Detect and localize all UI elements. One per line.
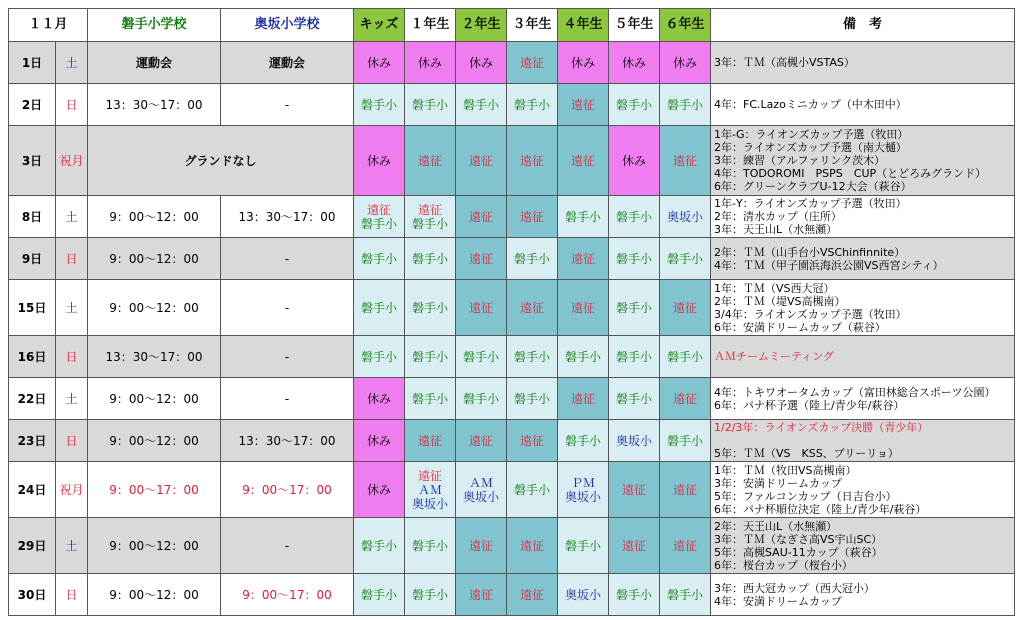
grade-cell [507,196,558,238]
grade-cell-line: 遠征 [570,153,595,168]
weekday-cell: 日 [56,238,88,280]
note-line: 3年：練習（アルファリンク茨木） [714,154,886,167]
grade-cell-line: 磐手小 [411,538,448,553]
notes-header: 備 考 [711,9,1015,42]
school1-time-cell: 運動会 [88,42,221,84]
note-line: 3年：ＴＭ（高槻小VSTAS） [714,56,855,69]
grade-cell-line: 遠征 [468,153,493,168]
grade-cell-line: 休み [570,55,595,70]
grade-cell-line: 磐手小 [564,433,601,448]
grade-cell-line: 磐手小 [666,251,703,266]
grade-cell-line: 磐手小 [411,216,448,231]
grade-cell [507,574,558,616]
grade-cell-line: 磐手小 [615,251,652,266]
note-line: 5年：高槻SAU-11カップ（萩谷） [714,545,883,559]
grade-cell-line: 休み [672,55,697,70]
grade-cell [558,126,609,196]
grade-cell-line: 磐手小 [462,391,499,406]
grade-cell [507,378,558,420]
grade-cell-line: 奥坂小 [564,489,601,504]
weekday-cell: 土 [56,280,88,336]
school1-time-cell: 9：00〜12：00 [88,196,221,238]
grade-cell-line: 磐手小 [615,300,652,315]
grade-cell-line: 遠征 [519,433,544,448]
note-line: 5年：ファルコンカップ（日吉台小） [714,489,897,503]
schedule-row [9,574,1015,616]
schedule-row [9,126,1015,196]
grade-cell [558,420,609,462]
grade-cell-line: 磐手小 [411,97,448,112]
grade-cell [456,126,507,196]
grade-cell [354,336,405,378]
note-line: 1年-Y：ライオンズカップ予選（牧田） [714,197,907,210]
day-cell: 8日 [9,196,56,238]
grade-cell-line: 磐手小 [411,300,448,315]
grade-cell [558,462,609,518]
grade-cell-line: 遠征 [519,153,544,168]
grade-cell-line: 磐手小 [513,349,550,364]
day-cell: 24日 [9,462,56,518]
school2-time-cell: - [221,518,354,574]
grade-cell [456,518,507,574]
grade-cell-line: 磐手小 [462,97,499,112]
grade-cell [456,336,507,378]
day-cell: 9日 [9,238,56,280]
grade-cell-line: 遠征 [570,251,595,266]
grade-cell [354,574,405,616]
note-line: 2年：ＴＭ（山手台小VSChinfinnite） [714,245,906,259]
note-line: 6年：桜台カップ（桜台小） [714,558,853,572]
weekday-cell: 日 [56,574,88,616]
grade-cell [609,574,660,616]
school2-header: 奥坂小学校 [221,9,354,42]
school2-time-cell: 13：30〜17：00 [221,196,354,238]
notes-cell [711,518,1015,574]
notes-cell [711,462,1015,518]
note-line: 4年：TODOROMI PSPS CUP（とどろみグランド） [714,167,987,180]
grade-cell [405,238,456,280]
notes-cell [711,196,1015,238]
school2-time-cell: - [221,280,354,336]
note-line: 3年：ＴＭ（なぎさ高VS宇山SC） [714,532,883,546]
grade-cell [405,378,456,420]
school2-time-cell: 9：00〜17：00 [221,574,354,616]
grade-cell-line: 遠征 [519,55,544,70]
month-header: １１月 [9,9,88,42]
grade-cell-line: 遠征 [366,202,391,217]
note-line: 4年：ＴＭ（甲子園浜海浜公園VS西宮シティ） [714,258,944,272]
grade-cell-line: 磐手小 [411,349,448,364]
grade-cell [609,238,660,280]
note-line: 1年：ＴＭ（VS西大冠） [714,281,835,295]
grade-cell-line: 遠征 [417,202,442,217]
grade-cell-line: 磐手小 [666,97,703,112]
schedule-row [9,336,1015,378]
school1-time-cell: 9：00〜12：00 [88,238,221,280]
grade-header-kids: キッズ [354,9,405,42]
grade-cell [456,462,507,518]
grade-cell [354,42,405,84]
note-line: 6年：パナ杯予選（陸上/青少年/萩谷） [714,398,905,412]
weekday-cell: 日 [56,420,88,462]
grade-cell-line: 磐手小 [615,97,652,112]
grade-cell-line: 磐手小 [615,349,652,364]
school1-time-cell: 9：00〜12：00 [88,420,221,462]
grade-cell-line: 磐手小 [360,538,397,553]
grade-cell [405,462,456,518]
grade-cell-line: 遠征 [672,482,697,497]
grade-cell-line: ＰＭ [570,475,595,490]
grade-cell-line: 休み [621,153,646,168]
grade-cell [405,84,456,126]
grade-cell [354,462,405,518]
school1-time-cell: 9：00〜12：00 [88,574,221,616]
grade-cell [507,126,558,196]
school2-time-cell: 13：30〜17：00 [221,420,354,462]
note-line: 3年：西大冠カップ（西大冠小） [714,581,875,595]
grade-cell [609,42,660,84]
school1-time-cell: 9：00〜12：00 [88,518,221,574]
grade-cell [405,518,456,574]
grade-header-4: ４年生 [558,9,609,42]
school2-time-cell: 9：00〜17：00 [221,462,354,518]
grade-cell-line: 遠征 [570,300,595,315]
schedule-row [9,42,1015,84]
grade-cell-line: 遠征 [570,391,595,406]
grade-cell [405,280,456,336]
grade-cell-line: 磐手小 [666,433,703,448]
grade-cell-line: 磐手小 [513,391,550,406]
grade-cell-line: 休み [366,433,391,448]
note-line: 1/2/3年：ライオンズカップ決勝（青少年） [714,421,929,434]
grade-cell-line: 遠征 [672,538,697,553]
school1-time-cell: 13：30〜17：00 [88,84,221,126]
weekday-cell: 土 [56,196,88,238]
grade-cell [354,280,405,336]
grade-cell [558,574,609,616]
grade-cell [609,196,660,238]
school1-time-cell: 9：00〜12：00 [88,378,221,420]
grade-cell [609,280,660,336]
grade-cell [354,378,405,420]
note-line: 4年：FC.Lazoミニカップ（中木田中） [714,98,907,111]
grade-cell-line: 磐手小 [462,349,499,364]
grade-cell-line: 奥坂小 [615,433,652,448]
grade-cell [456,420,507,462]
grade-cell [507,84,558,126]
grade-cell [507,280,558,336]
grade-cell [558,336,609,378]
note-line: 1年-G：ライオンズカップ予選（牧田） [714,128,909,141]
grade-cell [660,42,711,84]
grade-cell [456,574,507,616]
grade-cell [405,126,456,196]
note-line: 6年：グリーンクラブU-12大会（萩谷） [714,180,912,193]
note-line: 2年：ライオンズカップ予選（南大樋） [714,141,907,154]
grade-cell [456,84,507,126]
school1-time-cell: 13：30〜17：00 [88,336,221,378]
grade-cell [507,42,558,84]
grade-cell [558,280,609,336]
notes-cell [711,280,1015,336]
grade-cell [354,126,405,196]
grade-cell [456,378,507,420]
grade-cell [558,42,609,84]
grade-cell-line: 磐手小 [666,587,703,602]
grade-cell-line: 休み [621,55,646,70]
grade-cell [456,42,507,84]
grade-cell-line: 遠征 [570,97,595,112]
grade-cell-line: 磐手小 [411,587,448,602]
grade-cell-line: 遠征 [672,300,697,315]
grade-cell [660,84,711,126]
grade-cell [660,196,711,238]
grade-cell [456,238,507,280]
school1-time-cell: 9：00〜12：00 [88,280,221,336]
grade-cell-line: 磐手小 [360,251,397,266]
notes-cell [711,84,1015,126]
notes-cell [711,378,1015,420]
grade-cell [660,238,711,280]
grade-cell-line: 遠征 [468,209,493,224]
schedule-row [9,280,1015,336]
grade-cell [609,126,660,196]
grade-cell-line: 磐手小 [360,97,397,112]
grade-header-3: ３年生 [507,9,558,42]
school2-time-cell: - [221,238,354,280]
grade-cell-line: 磐手小 [615,209,652,224]
grade-cell [507,420,558,462]
grade-cell [609,518,660,574]
grade-cell [660,420,711,462]
schedule-row [9,196,1015,238]
grade-cell [660,126,711,196]
day-cell: 3日 [9,126,56,196]
grade-cell-line: 遠征 [519,538,544,553]
grade-cell-line: 磐手小 [360,587,397,602]
school2-time-cell: - [221,378,354,420]
grade-header-6: ６年生 [660,9,711,42]
grade-cell [354,84,405,126]
grade-cell-line: 磐手小 [564,349,601,364]
grade-cell [354,238,405,280]
grade-cell [507,518,558,574]
grade-cell-line: ＡＭ [417,482,442,497]
note-line: 6年：安満ドリームカップ（萩谷） [714,320,886,334]
grade-cell-line: 遠征 [672,153,697,168]
grade-cell-line: 遠征 [519,209,544,224]
grade-cell [354,518,405,574]
grade-cell-line: 遠征 [417,433,442,448]
grade-cell-line: 遠征 [468,538,493,553]
grade-cell [456,196,507,238]
day-cell: 23日 [9,420,56,462]
grade-cell [558,518,609,574]
grade-cell [660,518,711,574]
weekday-cell: 祝月 [56,126,88,196]
note-line: 4年：トキワオータムカップ（富田林総合スポーツ公園） [714,385,996,399]
grade-cell-line: 磐手小 [513,251,550,266]
grade-header-2: ２年生 [456,9,507,42]
grade-cell [609,84,660,126]
grade-cell-line: 遠征 [468,300,493,315]
school2-time-cell: - [221,84,354,126]
note-line: 6年：パナ杯順位決定（陸上/青少年/萩谷） [714,502,927,516]
grade-cell-line: 磐手小 [513,97,550,112]
grade-cell [405,574,456,616]
notes-cell [711,420,1015,462]
grade-cell [456,280,507,336]
weekday-cell: 土 [56,378,88,420]
note-line: 3年：安満ドリームカップ [714,476,842,490]
weekday-cell: 祝月 [56,462,88,518]
schedule-row [9,420,1015,462]
notes-cell [711,238,1015,280]
grade-cell-line: 遠征 [417,468,442,483]
grade-cell [609,336,660,378]
note-line: 1年：ＴＭ（牧田VS高槻南） [714,463,857,477]
grade-cell-line: 遠征 [468,587,493,602]
note-line: 2年：清水カップ（庄所） [714,210,842,223]
schedule-row [9,518,1015,574]
schedule-row [9,238,1015,280]
grade-cell-line: 遠征 [672,391,697,406]
grade-cell [660,336,711,378]
schedule-row [9,84,1015,126]
grade-cell-line: 奥坂小 [462,489,499,504]
grade-cell-line: 休み [366,391,391,406]
grade-cell [405,336,456,378]
day-cell: 29日 [9,518,56,574]
notes-cell [711,42,1015,84]
header-row [9,9,1015,42]
grade-header-1: １年生 [405,9,456,42]
grade-cell [660,462,711,518]
note-line: 3/4年：ライオンズカップ予選（牧田） [714,307,907,321]
grade-cell-line: 磐手小 [360,216,397,231]
grade-cell [558,84,609,126]
grade-cell [609,420,660,462]
weekday-cell: 土 [56,518,88,574]
school1-header: 磐手小学校 [88,9,221,42]
grade-cell-line: 遠征 [621,538,646,553]
grade-cell-line: 遠征 [621,482,646,497]
grade-cell [507,238,558,280]
grade-cell-line: 磐手小 [360,300,397,315]
grade-cell [558,238,609,280]
day-cell: 30日 [9,574,56,616]
grade-cell-line: 休み [366,153,391,168]
weekday-cell: 日 [56,84,88,126]
grade-cell [405,196,456,238]
grade-cell-line: 遠征 [468,251,493,266]
notes-cell [711,336,1015,378]
grade-cell-line: 奥坂小 [411,496,448,511]
grade-cell-line: 休み [417,55,442,70]
grade-cell-line: 磐手小 [411,391,448,406]
day-cell: 16日 [9,336,56,378]
grade-cell [660,378,711,420]
note-line: 3年：天王山L（水無瀬） [714,223,838,236]
grade-cell-line: 磐手小 [615,391,652,406]
grade-cell-line: 奥坂小 [666,209,703,224]
schedule-row [9,378,1015,420]
note-line: 2年：ＴＭ（堤VS高槻南） [714,294,846,308]
day-cell: 1日 [9,42,56,84]
school2-time-cell: 運動会 [221,42,354,84]
grade-cell [660,280,711,336]
grade-cell-line: 磐手小 [513,482,550,497]
grade-cell-line: 磐手小 [360,349,397,364]
note-line: 5年：ＴＭ（VS KSS、ブリーリョ） [714,447,899,460]
grade-cell-line: 休み [366,482,391,497]
grade-cell [354,420,405,462]
grade-cell [609,462,660,518]
grade-cell [558,196,609,238]
grade-cell-line: 遠征 [519,587,544,602]
grade-cell-line: 磐手小 [666,349,703,364]
day-cell: 2日 [9,84,56,126]
day-cell: 15日 [9,280,56,336]
grade-cell [507,336,558,378]
note-line: 4年：安満ドリームカップ [714,594,842,608]
day-cell: 22日 [9,378,56,420]
grade-cell-line: 磐手小 [564,209,601,224]
grade-cell-line: 磐手小 [615,587,652,602]
grade-cell-line: ＡＭ [468,475,493,490]
note-line: 2年：天王山L（水無瀬） [714,519,838,533]
grade-cell [405,42,456,84]
weekday-cell: 日 [56,336,88,378]
grade-cell [405,420,456,462]
grade-cell [558,378,609,420]
notes-cell [711,126,1015,196]
grade-cell-line: 休み [366,55,391,70]
weekday-cell: 土 [56,42,88,84]
school2-time-cell: - [221,336,354,378]
schedule-table [8,8,1015,616]
grade-cell [507,462,558,518]
grade-cell [609,378,660,420]
school-cell-merged: グランドなし [88,126,354,196]
school1-time-cell: 9：00〜17：00 [88,462,221,518]
schedule-row [9,462,1015,518]
grade-cell [354,196,405,238]
grade-cell-line: 磐手小 [564,538,601,553]
notes-cell [711,574,1015,616]
grade-cell-line: 休み [468,55,493,70]
grade-cell-line: 遠征 [519,300,544,315]
grade-cell-line: 磐手小 [411,251,448,266]
grade-header-5: ５年生 [609,9,660,42]
grade-cell-line: 遠征 [468,433,493,448]
note-line [714,434,1014,447]
grade-cell-line: 遠征 [417,153,442,168]
grade-cell [660,574,711,616]
grade-cell-line: 奥坂小 [564,587,601,602]
note-line: ＡＭチームミーティング [714,350,834,363]
